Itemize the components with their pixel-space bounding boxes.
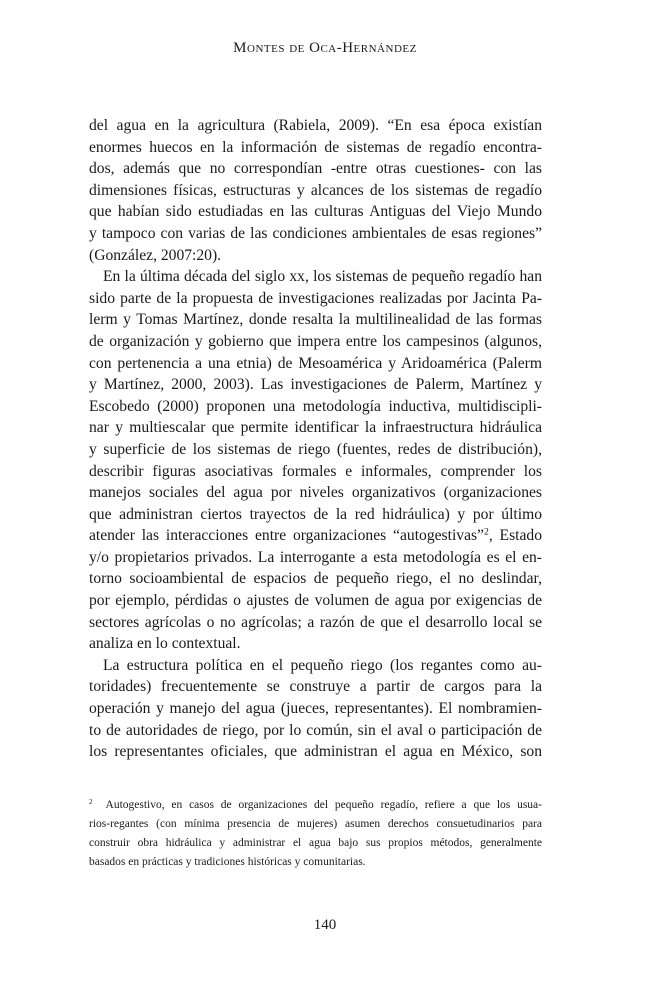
footnote-line: construir obra hidráulica y administrar el agua bajo sus propios métodos, generalmente (89, 837, 542, 849)
footnote-line (89, 796, 542, 815)
text-line: dimensiones físicas, estructuras y alcances de los sistemas de regadío (89, 181, 542, 199)
text-line: Escobedo (2000) proponen una metodología inductiva, multidiscipli- (89, 397, 542, 415)
text-line: torno socioambiental de espacios de pequeño riego, el no deslindar, (89, 570, 542, 588)
page-number: 140 (313, 917, 337, 933)
text-line: y/o propietarios privados. La interrogante a esta metodología es el en- (89, 548, 542, 566)
text-line: enormes huecos en la información de sistemas de regadío encontra- (89, 138, 542, 156)
paragraph-start-line: La estructura política en el pequeño riego (los regantes como au- (103, 656, 542, 674)
text-line: por ejemplo, pérdidas o ajustes de volumen de agua por exigencias de (89, 592, 542, 610)
text-line: y superficie de los sistemas de riego (fuentes, redes de distribución), (89, 440, 542, 458)
text-line: con pertenencia a una etnia) de Mesoamérica y Aridoamérica (Palerm (89, 354, 542, 372)
text-line: y tampoco con varias de las condiciones ambientales de esas regiones” (89, 224, 542, 242)
text-line: del agua en la agricultura (Rabiela, 2009). “En esa época existían (89, 117, 542, 134)
footnote-line: basados en prácticas y tradiciones históricas y comunitarias. (89, 856, 366, 868)
text-line: toridades) frecuentemente se construye a partir de cargos para la (89, 678, 542, 696)
body-text (89, 115, 542, 763)
footnote-reference[interactable]: 2 (483, 526, 489, 538)
text-line: nar y multiescalar que permite identificar la infraestructura hidráulica (89, 419, 542, 437)
text-line: dos, además que no correspondían -entre otras cuestiones- con las (89, 160, 542, 178)
running-head: Montes de Oca-Hernández (233, 40, 417, 56)
text-line: sido parte de la propuesta de investigaciones realizadas por Jacinta Pa- (89, 289, 542, 307)
text-segment: atender las interacciones entre organizaciones “autogestivas” (89, 527, 484, 545)
text-line: lerm y Tomas Martínez, donde resalta la multilinealidad de las formas (89, 311, 542, 329)
text-line-with-footnote-ref (89, 525, 542, 547)
footnote-text: Autogestivo, en casos de organizaciones del pequeño regadío, refiere a que los usua- (105, 799, 542, 811)
footnote (89, 796, 542, 872)
text-line: (González, 2007:20). (89, 246, 222, 264)
text-line: analiza en lo contextual. (89, 635, 241, 653)
text-segment: , Estado (488, 527, 542, 545)
text-line: operación y manejo del agua (jueces, representantes). El nombramien- (89, 700, 542, 718)
text-line: que administran ciertos trayectos de la red hidráulica) y por último (89, 505, 542, 523)
text-line: manejos sociales del agua por niveles organizativos (organizaciones (89, 484, 542, 502)
text-line: que habían sido estudiadas en las culturas Antiguas del Viejo Mundo (89, 203, 542, 221)
text-line: to de autoridades de riego, por lo común, sin el aval o participación de (89, 721, 542, 739)
paragraph-start-line: En la última década del siglo xx, los sistemas de pequeño regadío han (103, 268, 542, 286)
text-line: describir figuras asociativas formales e informales, comprender los (89, 462, 542, 480)
text-line: y Martínez, 2000, 2003). Las investigaciones de Palerm, Martínez y (89, 376, 542, 394)
footnote-line: rios-regantes (con mínima presencia de mujeres) asumen derechos consuetudinarios para (89, 818, 542, 830)
footnote-number: 2 (89, 798, 93, 807)
text-line: de organización y gobierno que impera entre los campesinos (algunos, (89, 332, 542, 350)
text-line: sectores agrícolas o no agrícolas; a razón de que el desarrollo local se (89, 613, 542, 631)
text-line: los representantes oficiales, que administran el agua en México, son (89, 743, 542, 761)
